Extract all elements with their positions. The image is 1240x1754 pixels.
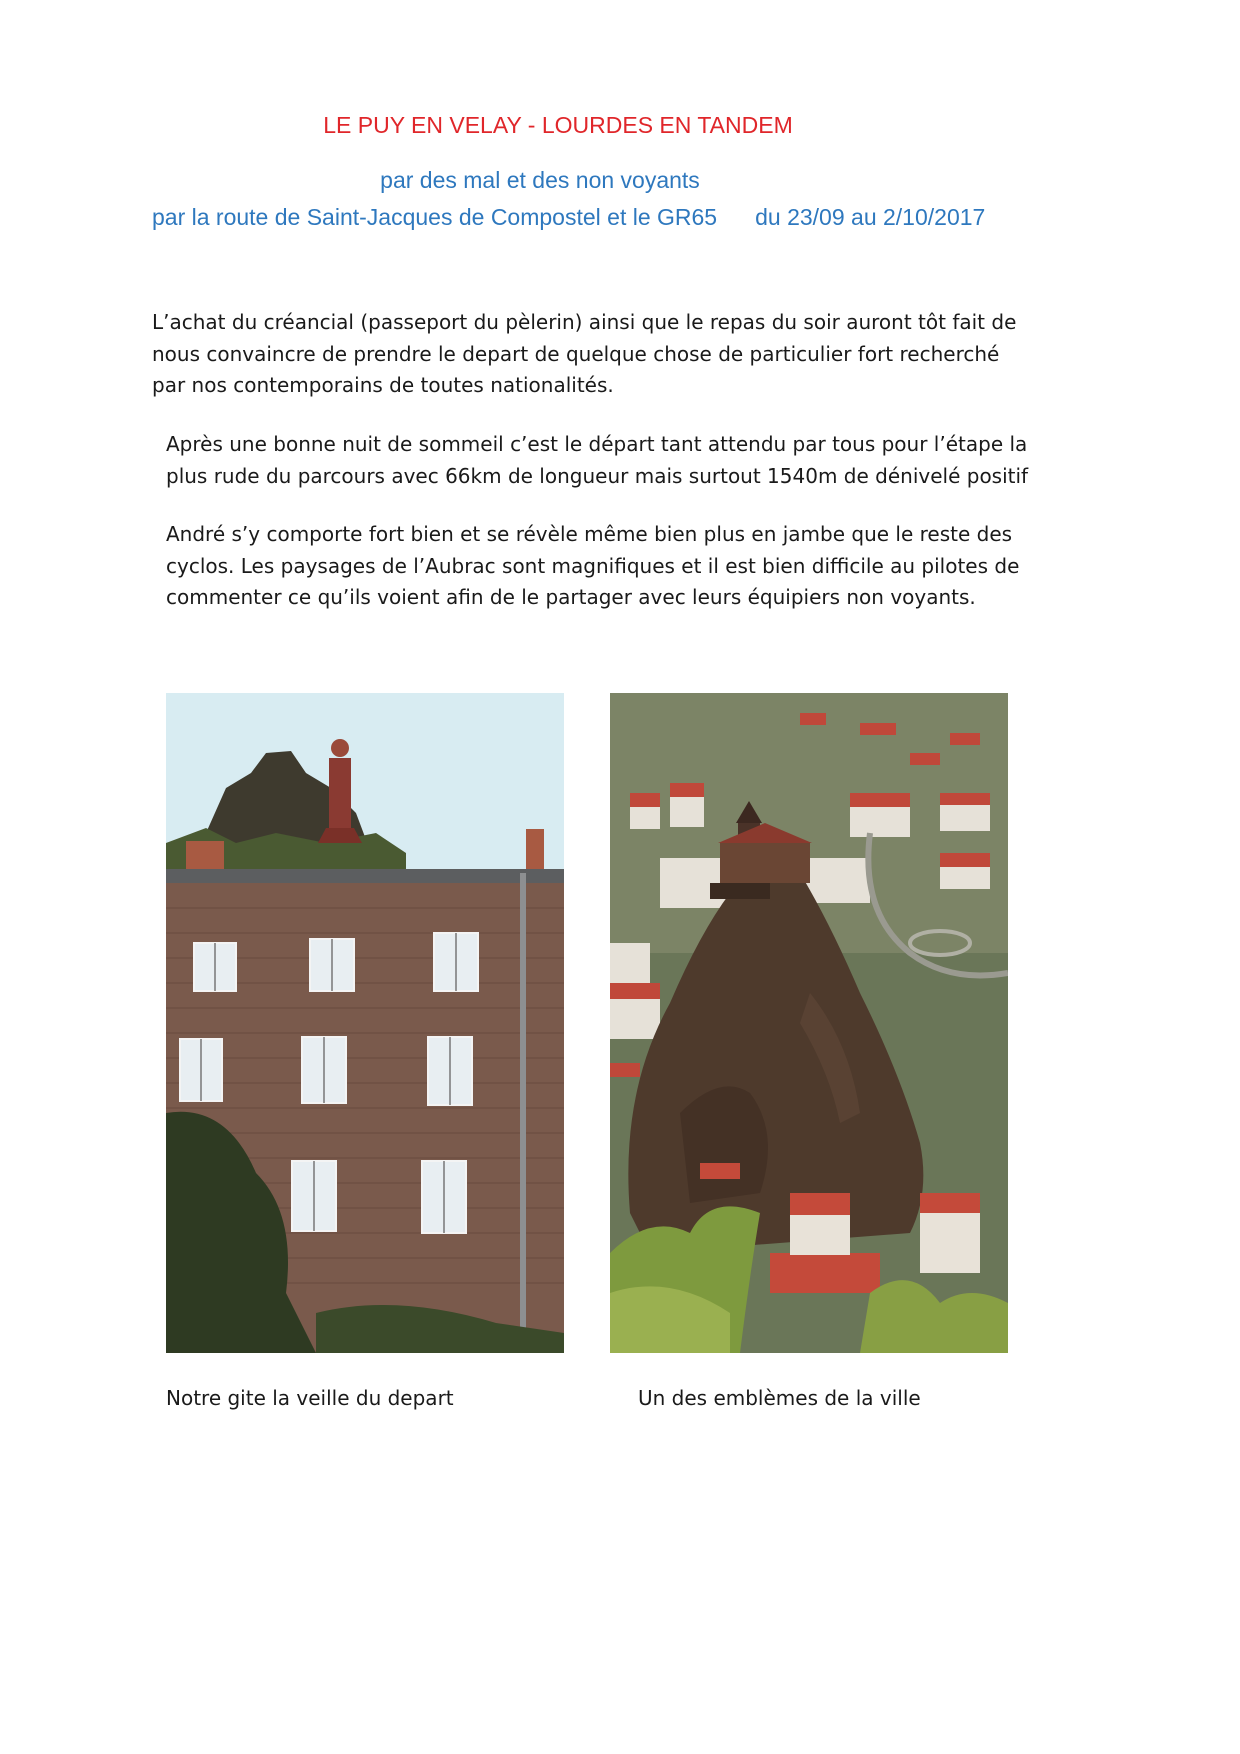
paragraph-2: Après une bonne nuit de sommeil c’est le départ tant attendu par tous pour l’étape la plus rude du parcours avec 66km de longueur mais surtout 1540m de dénivelé positif xyxy=(166,432,1029,488)
paragraph-1: L’achat du créancial (passeport du pèlerin) ainsi que le repas du soir auront tôt fait de nous convaincre de prendre le depart de quelque chose de particulier fort recherché par nos contemporains de toutes nationalités. xyxy=(152,310,1017,397)
photo-gite-building xyxy=(166,693,564,1353)
caption-gite: Notre gite la veille du depart xyxy=(166,1386,454,1410)
subtitle: par des mal et des non voyants xyxy=(380,167,700,193)
paragraph-3: André s’y comporte fort bien et se révèle même bien plus en jambe que le reste des cyclos. Les paysages de l’Aubrac sont magnifiques et il est bien difficile au pilotes de commenter ce qu’ils voient afin de le partager avec leurs équipiers non voyants. xyxy=(166,522,1020,609)
caption-emblem: Un des emblèmes de la ville xyxy=(638,1386,921,1410)
route-text: par la route de Saint-Jacques de Compostel et le GR65 xyxy=(152,204,718,230)
photo-emblem-rock xyxy=(610,693,1008,1353)
date-range: du 23/09 au 2/10/2017 xyxy=(755,204,986,230)
route-line xyxy=(152,204,985,231)
page-title: LE PUY EN VELAY - LOURDES EN TANDEM xyxy=(323,112,793,138)
